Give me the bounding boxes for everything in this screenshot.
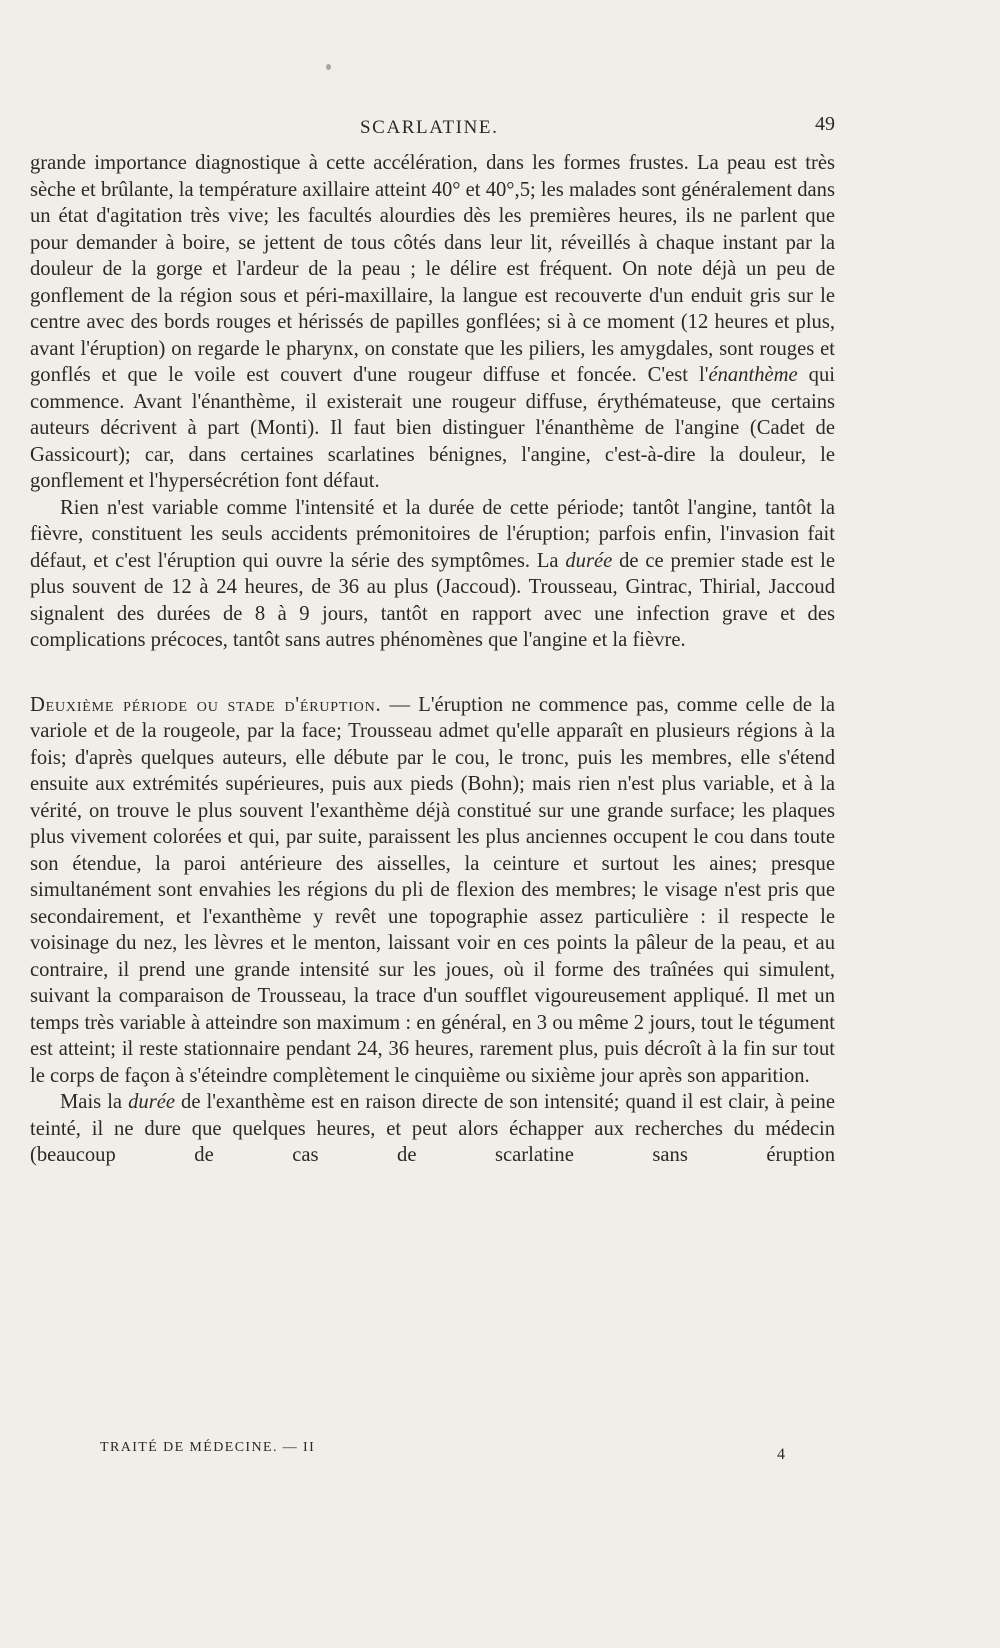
paragraph-4-italic: durée (128, 1091, 175, 1113)
signature-line: TRAITÉ DE MÉDECINE. — II (100, 1440, 316, 1455)
paragraph-4-text-a: Mais la (60, 1091, 129, 1113)
running-head-title: SCARLATINE. (360, 117, 499, 138)
paragraph-4 (30, 1089, 835, 1169)
paragraph-2-text-b: de ce premier stade est le plus souvent de 12 à 24 heures, de 36 au plus (Jaccoud). Trousseau, Gintrac, Thirial, Jaccoud signalent des durées de 8 à 9 jours, tantôt en rapport avec une infection grave et des complications précoces, tantôt sans autres phénomènes que l'angine et la fièvre. (30, 549, 835, 651)
page-footer (30, 1440, 835, 1470)
section-heading: Deuxième période ou stade d'éruption. (30, 693, 382, 716)
paragraph-1-end: qui commence. Avant l'énanthème, il existerait une rougeur diffuse, érythémateuse, que certains auteurs décrivent à part (Monti). Il faut bien distinguer l'énanthème de l'angine (Cadet de Gassicourt); car, dans certaines scarlatines bénignes, l'angine, c'est-à-dire la douleur, le gonflement et l'hypersécrétion font défaut. (30, 364, 835, 492)
body-text (30, 150, 835, 1169)
paragraph-2 (30, 495, 835, 654)
paragraph-1-italic: énanthème (708, 364, 798, 386)
paragraph-4-text-b: de l'exanthème est en raison directe de son intensité; quand il est clair, à peine teinté, il ne dure que quelques heures, et peut alors échapper aux recherches du médecin (beaucoup de cas de scarlatine sans éruption (30, 1091, 835, 1166)
paragraph-1 (30, 150, 835, 495)
running-head (30, 111, 835, 143)
page-number: 49 (815, 113, 835, 135)
paragraph-1-text: grande importance diagnostique à cette accélération, dans les formes frustes. La peau est très sèche et brûlante, la température axillaire atteint 40° et 40°,5; les malades sont généralement dans un état d'agitation très vive; les facultés alourdies dès les premières heures, ils ne parlent que pour demander à boire, se jettent de tous côtés dans leur lit, réveillés à chaque instant par la douleur de la gorge et l'ardeur de la peau ; le délire est fréquent. On note déjà un peu de gonflement de la région sous et péri-maxillaire, la langue est recouverte d'un enduit gris sur le centre avec des bords rouges et hérissés de papilles gonflées; si à ce moment (12 heures et plus, avant l'éruption) on regarde le pharynx, on constate que les piliers, les amygdales, sont rouges et gonflés et que le voile est couvert d'une rougeur diffuse et foncée. C'est l' (30, 152, 835, 386)
fold-mark: 4 (777, 1446, 785, 1463)
paragraph-2-italic: durée (565, 549, 613, 572)
ink-speck (326, 64, 331, 70)
paragraph-3 (30, 692, 835, 1090)
paragraph-3-text: — L'éruption ne commence pas, comme celle de la variole et de la rougeole, par la face; Trousseau admet qu'elle apparaît en plusieurs régions à la fois; d'après quelques auteurs, elle débute par le cou, le tronc, puis les membres, elle s'étend ensuite aux extrémités supérieures, puis aux pieds (Bohn); mais rien n'est plus variable, et à la vérité, on trouve le plus souvent l'exanthème déjà constitué sur une grande surface; les plaques plus vivement colorées et qui, par suite, paraissent les plus anciennes occupent le cou dans toute son étendue, la paroi antérieure des aisselles, la ceinture et surtout les aines; presque simultanément sont envahies les régions du pli de flexion des membres; le visage n'est pris que secondairement, et l'exanthème y revêt une topographie assez particulière : il respecte le voisinage du nez, les lèvres et le menton, laissant voir en ces points la pâleur de la peau, et au contraire, il prend une grande intensité sur les joues, où il forme des traînées qui simulent, suivant la comparaison de Trousseau, la trace d'un soufflet vigoureusement appliqué. Il met un temps très variable à atteindre son maximum : en général, en 3 ou même 2 jours, tout le tégument est atteint; il reste stationnaire pendant 24, 36 heures, rarement plus, puis décroît à la fin sur tout le corps de façon à s'éteindre complètement le cinquième ou sixième jour après son apparition. (30, 693, 836, 1087)
paragraph-2-text-a: Rien n'est variable comme l'intensité et la durée de cette période; tantôt l'angine, tantôt la fièvre, constituent les seuls accidents prémonitoires de l'éruption; parfois enfin, l'invasion fait défaut, et c'est l'éruption qui ouvre la série des symptômes. La (30, 496, 835, 572)
